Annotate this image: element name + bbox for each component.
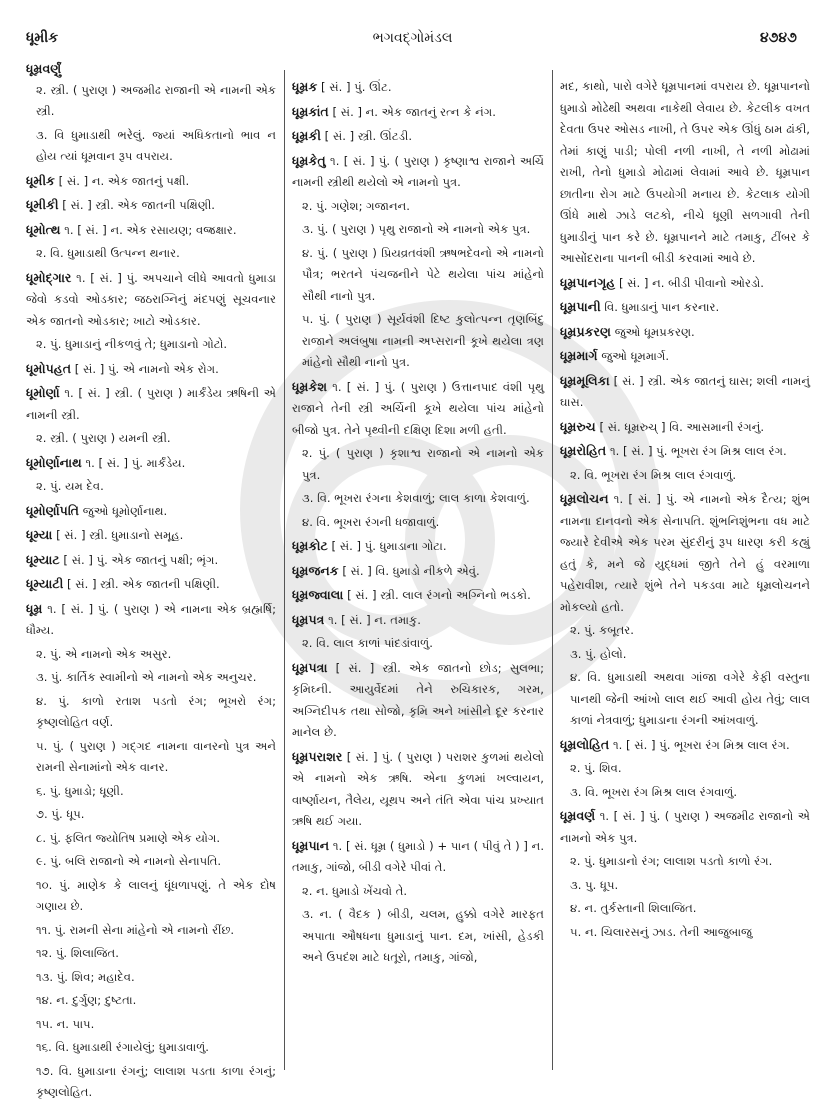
- dictionary-entry: [292, 125, 544, 148]
- sense: ૧૧. પું. રામની સેના માંહેનો એ નામનો રીંછ.: [36, 922, 235, 937]
- column-divider: [284, 70, 285, 1070]
- dictionary-entry: [26, 219, 276, 242]
- dictionary-entry: [560, 734, 810, 757]
- headword: ધૂમ્રપત્રા: [292, 659, 328, 675]
- dictionary-entry: [292, 584, 544, 607]
- definition: [ સં. ધૂમ્રરુચ્ ] વિ. આસમાની રંગનું.: [599, 419, 765, 434]
- sense: ૫. પું. ( પુરાણ ) સૂર્યવંશી દિષ્ટ કુલોત્પન્ન તૃણબિંદુ રાજાને અલંબુષા નામની અપ્સરાની કૂખે થયેલા ત્રણ માંહેનો સૌથી નાનો પુત્ર.: [302, 312, 544, 369]
- dictionary-entry: [26, 549, 276, 572]
- sense: ૫. ન. ચિલારસનું ઝાડ. તેની આજુબાજુ: [570, 924, 752, 939]
- sense: ૧૪. ન. દુર્ગુણ; દુષ્ટતા.: [36, 993, 137, 1007]
- dictionary-entry: [560, 321, 810, 344]
- headword: ધૂમ્રપાન: [292, 837, 330, 853]
- sense: ૮. પું. ફલિત જ્યોતિષ પ્રમાણે એક યોગ.: [36, 830, 221, 845]
- dictionary-entry: [26, 267, 276, 333]
- sense: ૨. પું. શિવ.: [570, 761, 622, 775]
- definition: [ સં. ] સ્ત્રી. એક જાતની પક્ષિણી.: [67, 577, 220, 591]
- definition: ૧. [ સં. ] પું. ( પુરાણ ) અજમીઢ રાજાનો એ નામનો એક પુત્ર.: [560, 809, 810, 845]
- sense: ૩. પું. કાર્તિક સ્વામીનો એ નામનો એક અનુચર.: [36, 670, 257, 684]
- definition: [ સં. ] પું. ( પુરાણ ) પરાશર કુળમાં થયેલો એ નામનો એક ઋષિ. એના કુળમાં ખલ્વાયન, વાર્ષ્ણાયન, તૈલેય, યૂથપ અને તંતિ એવા પાંચ પ્રખ્યાત ઋષિ થઈ ગયા.: [292, 749, 544, 828]
- dictionary-entry: [560, 416, 810, 439]
- sense: ૩. વિ. ભૂખરા રંગ મિશ્ર લાલ રંગવાળું.: [570, 784, 738, 799]
- definition: ૧. [ સં. ] સ્ત્રી. ( પુરાણ ) માર્કંડેય ઋષિની એ નામની સ્ત્રી.: [26, 386, 276, 422]
- definition: વિ. ધુમાડાનું પાન કરનાર.: [604, 300, 720, 314]
- dictionary-entry: [560, 296, 810, 319]
- sense: ૪. વિ. ભૂખરા રંગની ધજાવાળું.: [302, 514, 440, 529]
- sense: ૨. પું. ધુમાડાનો રંગ; લાલાશ પડતો કાળો રંગ.: [570, 854, 773, 868]
- sense: ૩. ન. ( વૈદક ) બીડી, ચલમ, હુક્કો વગેરે મારફત અપાતા ઔષધના ધુમાડાનું પાન. દમ, ખાંસી, હેડકી અને ઉપદંશ માટે ધતૂરો, તમાકુ, ગાંજો,: [302, 907, 544, 964]
- definition: ૧. [ સં. ધૂમ્ર ( ધુમાડો ) + પાન ( પીવું તે ) ] ન. તમાકુ, ગાંજો, બીડી વગેરે પીવાં તે.: [292, 838, 544, 874]
- headword: ધૂમ્રપ્રકરણ: [560, 323, 612, 339]
- headword: ધૂમ્રજનક: [292, 562, 339, 578]
- definition: મદ, કાથો, પારો વગેરે ધૂમ્રપાનમાં વપરાય છે. ધૂમ્રપાનનો ધુમાડો મોઢેથી અથવા નાકેથી લેવાય છે. કેટલીક વખત દેવતા ઉપર ઓસડ નાખી, તે ઉપર એક ઊંધું ઠામ ઢાંકી, તેમાં કાણું પાડી; પોલી નળી નાખી, તે નળી મોઢામાં રાખી, તેનો ધુમાડો મોઢામાં લેવામાં આવે છે. ધૂમ્રપાન છાતીના રોગ માટે ઉપયોગી મનાય છે. કેટલાક યોગી ઊંધે માથે ઝાડે લટકો, નીચે ધૂણી સળગાવી તેની ધુમાડીનું પાન કરે છે. ધૂમ્રપાનને માટે તમાકુ, ટીંબર કે આસોંદરાના પાનની બીડી કરવામાં આવે છે.: [560, 79, 810, 265]
- headword: ધૂમોપહત: [26, 360, 72, 376]
- headword: ધૂમ્રક: [292, 79, 318, 94]
- dictionary-entry: [292, 150, 544, 194]
- definition: ૧. [ સં. ] પું. ભૂખરા રંગ મિશ્ર લાલ રંગ.: [609, 444, 787, 458]
- headword: ધૂમ્રરોહિત: [560, 443, 607, 458]
- definition: [ સં. ] પું. એ નામનો એક રોગ.: [74, 361, 219, 376]
- entry-list: [26, 80, 276, 1104]
- definition: જુઓ ધૂમપ્રકરણ.: [614, 324, 695, 339]
- headword: ધૂમ્રમૂલિકા: [560, 372, 610, 388]
- guide-word-left: ધૂમીક: [26, 30, 59, 46]
- headword: ધૂમ્યાટી: [26, 576, 64, 591]
- sense: ૩. વિ ધુમાડાથી ભરેલું. જ્યાં અધિકતાનો ભાવ ન હોય ત્યાં ધૂમવાન રૂપ વપરાય.: [36, 127, 276, 163]
- definition: જુઓ ધૂમોર્ણાનાથ.: [82, 503, 168, 518]
- column-3: [560, 76, 810, 945]
- headword: ધૂમ્રકોટ: [292, 538, 328, 553]
- headword: ધૂમ્રકી: [292, 128, 321, 143]
- dictionary-entry: [560, 440, 810, 463]
- definition: [ સં. ] વિ. ધુમાડો નીકળે એવું.: [342, 563, 480, 578]
- headword: ધૂમોર્ણા: [26, 385, 60, 400]
- headword: ધૂમોર્ણાનાથ: [26, 454, 82, 470]
- definition: ૧. [ સં. ] ન. એક રસાયણ; વજ્રક્ષાર.: [64, 222, 237, 237]
- sense: ૩. પું. હોલો.: [570, 646, 627, 661]
- definition: ૧. [ સં. ] પું. એ નામનો એક દૈત્ય; શુંભ નામના દાનવનો એક સેનાપતિ. શુંભનિશુંભના વધ માટે જ્યારે દેવીએ એક પરમ સુંદરીનું રૂપ ધારણ કરી કહ્યું હતું કે, મને જે યુદ્ધમાં જીતે તેને હું વરમાળા પહેરાવીશ, ત્યારે શુંભે તેને પકડવા માટે ધૂમ્રલોચનને મોકલ્યો હતો.: [560, 492, 811, 614]
- headword: ધૂમ્ર: [26, 600, 43, 616]
- sense: ૧૫. ન. પાપ.: [36, 1016, 95, 1031]
- sense: ૧૬. વિ. ધુમાડાથી રંગાયેલું; ધુમાડાવાળું.: [36, 1040, 209, 1054]
- sense: ૧૩. પું. શિવ; મહાદેવ.: [36, 969, 135, 984]
- headword: ધૂમ્રજ્વાલા: [292, 587, 344, 602]
- sense: ૨. પું. ગણેશ; ગજાનન.: [302, 198, 410, 213]
- definition: ૧. [ સં. ] ન. તમાકુ.: [328, 612, 421, 627]
- dictionary-entry: [26, 573, 276, 596]
- sense: ૭. પું. ધૂપ.: [36, 807, 85, 821]
- sense: ૨. પું. યમ દેવ.: [36, 479, 104, 493]
- dictionary-entry: [292, 609, 544, 632]
- headword: ધૂમીકી: [26, 197, 59, 212]
- headword: ધૂમ્રપરાશર: [292, 748, 343, 764]
- column-1: [26, 46, 276, 1106]
- guide-word-second: ધૂમ્રવર્ણું: [26, 61, 62, 76]
- definition: ૧. [ સં. ] પું. ( પુરાણ ) ઉત્તાનપાદ વંશી પૃથુ રાજાને તેની સ્ત્રી અર્ચિની કૂખે થયેલા પાંચ માંહેનો બીજો પુત્ર. તેને પૃથ્વીની દક્ષિણ દિશા મળી હતી.: [292, 379, 544, 437]
- dictionary-entry: [26, 452, 276, 475]
- page-number: ૪૭૪૭: [760, 30, 797, 46]
- headword: ધૂમોદ્ગાર: [26, 269, 72, 285]
- headword: ધૂમ્રપાની: [560, 299, 601, 314]
- definition: [ સં. ] પું. ધુમાડાના ગોટા.: [331, 539, 447, 553]
- book-title: ભગવદ્ગોમંડલ: [372, 30, 453, 46]
- sense: ૨. વિ. ભૂખરા રંગ મિશ્ર લાલ રંગવાળું.: [570, 467, 737, 482]
- definition: [ સં. ] ન. એક જાતનું પક્ષી.: [58, 173, 190, 188]
- dictionary-entry: [26, 358, 276, 381]
- headword: ધૂમોત્થ: [26, 221, 61, 237]
- dictionary-entry: [560, 272, 810, 295]
- sense: ૩. પુ. ધૂપ.: [570, 877, 619, 892]
- dictionary-entry: [26, 170, 276, 193]
- sense: ૧૭. વિ. ધુમાડાના રંગનું; લાલાશ પડતા કાળા રંગનું; કૃષ્ણલોહિત.: [36, 1063, 276, 1099]
- sense: ૪. વિ. ધુમાડાથી અથવા ગાંજા વગેરે કેફી વસ્તુના પાનથી જેની આંખો લાલ થઈ આવી હોય તેવું; લાલ કાળાં નેત્રવાળું; ધુમાડાના રંગની આંખવાળું.: [570, 670, 810, 727]
- definition: [ સં. ] સ્ત્રી. એક જાતનું ઘાસ; શલી નામનું ઘાસ.: [560, 373, 810, 409]
- definition: ૧. [ સં. ] પું. માર્કંડેય.: [85, 455, 186, 470]
- headword: ધૂમ્રવર્ણ: [560, 808, 596, 823]
- dictionary-entry: [292, 746, 544, 833]
- headword: ધૂમ્રમાર્ગ: [560, 348, 598, 363]
- dictionary-entry: [26, 194, 276, 217]
- dictionary-entry: [26, 524, 276, 547]
- headword: ધૂમ્યા: [26, 527, 53, 542]
- headword: ધૂમ્રપાનગૃહ: [560, 274, 616, 290]
- dictionary-entry: [26, 382, 276, 426]
- sense: ૨. પું. એ નામનો એક અસુર.: [36, 646, 172, 661]
- dictionary-entry: [560, 345, 810, 368]
- definition: [ સં. ] સ્ત્રી. એક જાતની પક્ષિણી.: [62, 198, 215, 212]
- sense: ૩. પું. ( પુરાણ ) પૃથુ રાજાનો એ નામનો એક પુત્ર.: [302, 222, 531, 236]
- definition: ૧. [ સં. ] પું. અપચાને લીધે આવતો ધુમાડા જેવો કડવો ઓડકાર; જઠરાગ્નિનું મંદપણું સૂચવનાર એક જાતનો ઓડકાર; ખાટો ઓડકાર.: [26, 270, 276, 328]
- column-2: [292, 76, 544, 971]
- definition: ૧. [ સં. ] પું. ભૂખરા રંગ મિશ્ર લાલ રંગ.: [612, 737, 790, 752]
- sense: ૨. સ્ત્રી. ( પુરાણ ) યમની સ્ત્રી.: [36, 431, 171, 445]
- headword: ધૂમ્રલોચન: [560, 491, 609, 506]
- dictionary-entry: [560, 805, 810, 849]
- sense: ૩. વિ. ભૂખરા રંગના કેશવાળું; લાલ કાળા કેશવાળું.: [302, 491, 530, 505]
- sense: ૧૦. પું. માણેક કે લાલનું ધૂંધળાપણું. તે એક દોષ ગણાય છે.: [36, 877, 276, 913]
- sense: ૧૨. પું. શિલાજિત.: [36, 946, 119, 960]
- entry-list: [560, 76, 810, 943]
- dictionary-entry: [560, 488, 810, 618]
- definition: [ સં. ] સ્ત્રી. ધુમાડાનો સમૂહ.: [56, 528, 184, 542]
- sense: ૨. ન. ધુમાડો ખેંચવો તે.: [302, 883, 408, 898]
- definition: જુઓ ધૂમમાર્ગ.: [601, 349, 670, 363]
- definition: [ સં. ] ન. એક જાતનું રત્ન કે નંગ.: [332, 104, 496, 119]
- definition: ૧. [ સં. ] પું. ( પુરાણ ) એ નામના એક બ્રહ્મર્ષિ; ધૌમ્ય.: [26, 601, 276, 637]
- headword: ધૂમીક: [26, 172, 55, 188]
- sense: ૨. વિ. લાલ કાળાં પાંદડાંવાળું.: [302, 636, 433, 650]
- sense: ૪. પું. ( પુરાણ ) પ્રિયવ્રતવંશી ઋષભદેવનો એ નામનો પૌત્ર; ભરતને પંચજનીને પેટે થયેલા પાંચ માંહેનો સૌથી નાનો પુત્ર.: [302, 245, 544, 303]
- sense: ૬. પું. ધુમાડો; ધૂણી.: [36, 783, 124, 798]
- entry-list: [292, 76, 544, 969]
- dictionary-entry: [292, 101, 544, 124]
- headword: ધૂમ્યાટ: [26, 551, 60, 567]
- sense: ૨. પું. કબૂતર.: [570, 623, 634, 637]
- definition: [ સં. ] સ્ત્રી. એક જાતનો છોડ; સુલભા; કૃમિઘ્ની. આયુર્વેદમાં તેને રુચિકારક, ગરમ, અગ્નિદીપક તથા સોજો, કૃમિ અને ખાંસીને દૂર કરનાર માનેલ છે.: [292, 660, 544, 739]
- dictionary-entry: [292, 535, 544, 558]
- sense: ૨. સ્ત્રી. ( પુરાણ ) અજમીઢ રાજાની એ નામની એક સ્ત્રી.: [36, 82, 276, 118]
- dictionary-entry: [292, 76, 544, 99]
- headword: ધૂમ્રકેતુ: [292, 152, 326, 168]
- headword: ધૂમ્રકાંત: [292, 103, 329, 119]
- dictionary-entry: [560, 370, 810, 414]
- dictionary-entry: [292, 835, 544, 879]
- sense: ૪. ન. તુર્કસ્તાની શિલાજિત.: [570, 901, 697, 915]
- dictionary-entry: [292, 376, 544, 442]
- dictionary-entry: [292, 560, 544, 583]
- definition: [ સં. ] ન. બીડી પીવાનો ઓરડો.: [618, 275, 764, 290]
- headword: ધૂમ્રલોહિત: [560, 736, 610, 752]
- sense: ૫. પું. ( પુરાણ ) ગદ્ગદ નામના વાનરનો પુત્ર અને રામની સેનામાંનો એક વાનર.: [36, 738, 276, 774]
- headword: ધૂમોર્ણાપતિ: [26, 502, 80, 518]
- headword: ધૂમ્રકેશ: [292, 378, 328, 394]
- dictionary-entry: [292, 657, 544, 744]
- definition: [ સં. ] પું. ઊંટ.: [321, 80, 392, 94]
- dictionary-entry: [26, 500, 276, 523]
- dictionary-entry: [26, 598, 276, 642]
- definition: [ સં. ] પું. એક જાતનું પક્ષી; ભૃંગ.: [63, 552, 219, 567]
- dictionary-entry: [560, 76, 810, 270]
- column-divider: [552, 70, 553, 1070]
- sense: ૯. પું. બલિ રાજાનો એ નામનો સેનાપતિ.: [36, 854, 222, 868]
- sense: ૨. વિ. ધુમાડાથી ઉત્પન્ન થનાર.: [36, 246, 180, 260]
- definition: [ સં. ] સ્ત્રી. લાલ રંગનો અગ્નિનો ભડકો.: [347, 588, 531, 602]
- sense: ૨. પું. ધુમાડાનું નીકળવું તે; ધુમાડાનો ગોટો.: [36, 337, 228, 351]
- definition: [ સં. ] સ્ત્રી. ઊંટડી.: [324, 129, 413, 143]
- sense: ૨. પું. ( પુરાણ ) કૃશાશ્વ રાજાનો એ નામનો એક પુત્ર.: [302, 446, 544, 482]
- definition: ૧. [ સં. ] પું. ( પુરાણ ) કૃષ્ણાશ્વ રાજાને અર્ચિ નામની સ્ત્રીથી થયેલો એ નામનો પુત્ર.: [292, 153, 544, 189]
- headword: ધૂમ્રરુચ: [560, 418, 596, 434]
- headword: ધૂમ્રપત્ર: [292, 611, 325, 627]
- sense: ૪. પું. કાળો રતાશ પડતો રંગ; ભૂખરો રંગ; કૃષ્ણલોહિત વર્ણ.: [36, 693, 276, 729]
